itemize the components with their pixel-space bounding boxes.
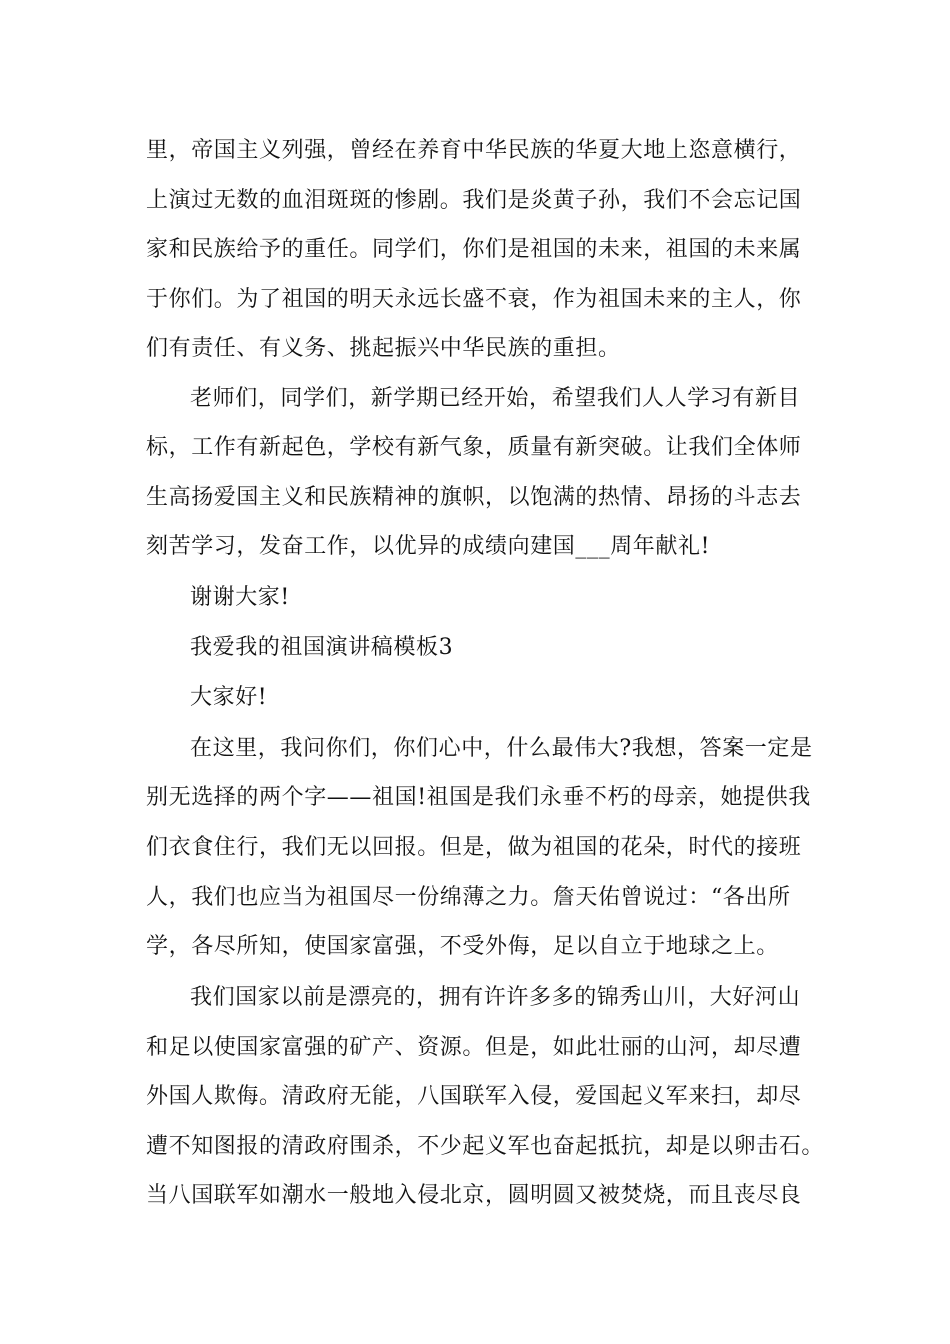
text-line: 刻苦学习，发奋工作，以优异的成绩向建国___周年献礼!: [146, 534, 711, 559]
text-line: 别无选择的两个字——祖国!祖国是我们永垂不朽的母亲，她提供我: [146, 785, 811, 810]
paragraph-first-line: 在这里，我问你们，你们心中，什么最伟大?我想，答案一定是: [190, 736, 813, 761]
text-line: 家和民族给予的重任。同学们，你们是祖国的未来，祖国的未来属: [146, 237, 802, 262]
paragraph-first-line: 老师们，同学们，新学期已经开始，希望我们人人学习有新目: [190, 386, 801, 411]
text-line: 于你们。为了祖国的明天永远长盛不衰，作为祖国未来的主人，你: [146, 287, 802, 312]
text-line: 们衣食住行，我们无以回报。但是，做为祖国的花朵，时代的接班: [146, 835, 802, 860]
text-line: 和足以使国家富强的矿产、资源。但是，如此壮丽的山河，却尽遭: [146, 1035, 802, 1060]
text-line: 生高扬爱国主义和民族精神的旗帜，以饱满的热情、昂扬的斗志去: [146, 485, 802, 510]
text-line: 学，各尽所知，使国家富强，不受外侮，足以自立于地球之上。: [146, 934, 779, 959]
text-line: 里，帝国主义列强，曾经在养育中华民族的华夏大地上恣意横行，: [146, 138, 802, 163]
text-line: 当八国联军如潮水一般地入侵北京，圆明圆又被焚烧，而且丧尽良: [146, 1183, 802, 1208]
paragraph-first-line: 我们国家以前是漂亮的，拥有许许多多的锦秀山川，大好河山: [190, 985, 801, 1010]
closing-line: 谢谢大家!: [190, 585, 290, 610]
text-line: 们有责任、有义务、挑起振兴中华民族的重担。: [146, 336, 621, 361]
greeting-line: 大家好!: [190, 685, 268, 710]
text-line: 人，我们也应当为祖国尽一份绵薄之力。詹天佑曾说过：“各出所: [146, 885, 791, 910]
text-line: 标，工作有新起色，学校有新气象，质量有新突破。让我们全体师: [146, 435, 802, 460]
text-line: 外国人欺侮。清政府无能，八国联军入侵，爱国起义军来扫，却尽: [146, 1084, 802, 1109]
section-heading: 我爱我的祖国演讲稿模板3: [190, 635, 454, 660]
text-line: 上演过无数的血泪斑斑的惨剧。我们是炎黄子孙，我们不会忘记国: [146, 188, 802, 213]
text-line: 遭不知图报的清政府围杀，不少起义军也奋起抵抗，却是以卵击石。: [146, 1134, 825, 1159]
